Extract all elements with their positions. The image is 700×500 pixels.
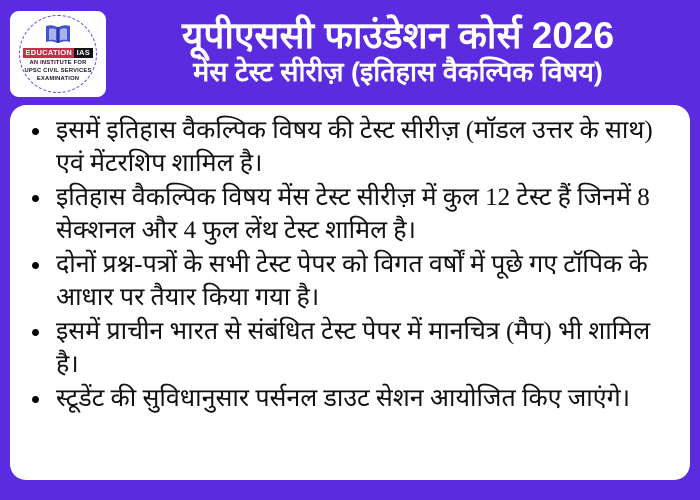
details-card	[10, 105, 690, 480]
feature-item: • इसमें प्राचीन भारत से संबंधित टेस्ट पेपर में मानचित्र (मैप) भी शामिल है।	[52, 315, 674, 381]
logo-circle	[19, 15, 97, 93]
feature-item: • दोनों प्रश्न-पत्रों के सभी टेस्ट पेपर को विगत वर्षों में पूछे गए टॉपिक के आधार पर तैयार किया गया है।	[52, 248, 674, 314]
logo-name-education: EDUCATION	[25, 48, 73, 58]
header-banner	[0, 0, 700, 105]
open-book-icon	[44, 24, 72, 46]
logo-tagline-line3: EXAMINATION	[36, 75, 80, 82]
logo-nameband	[23, 48, 92, 59]
course-title: यूपीएससी फाउंडेशन कोर्स 2026	[181, 14, 615, 56]
feature-item: • इसमें इतिहास वैकल्पिक विषय की टेस्ट सीरीज़ (मॉडल उत्तर के साथ) एवं मेंटरशिप शामिल है।	[52, 114, 674, 180]
logo-tagline	[24, 60, 91, 83]
features-list	[22, 114, 674, 415]
header-text	[106, 15, 690, 88]
feature-item: • इतिहास वैकल्पिक विषय मेंस टेस्ट सीरीज़ में कुल 12 टेस्ट हैं जिनमें 8 सेक्शनल और 4 फुल लेंथ टेस्ट शामिल है।	[52, 181, 674, 247]
test-series-subtitle: मेंस टेस्ट सीरीज़ (इतिहास वैकल्पिक विषय)	[193, 57, 603, 88]
feature-item: • स्टूडेंट की सुविधानुसार पर्सनल डाउट सेशन आयोजित किए जाएंगे।	[52, 382, 674, 415]
logo-tagline-line1: AN INSTITUTE FOR	[29, 60, 87, 67]
logo-tagline-line2: UPSC CIVIL SERVICES	[24, 67, 92, 74]
education-ias-logo	[10, 11, 106, 97]
logo-name-ias: IAS	[74, 48, 92, 59]
